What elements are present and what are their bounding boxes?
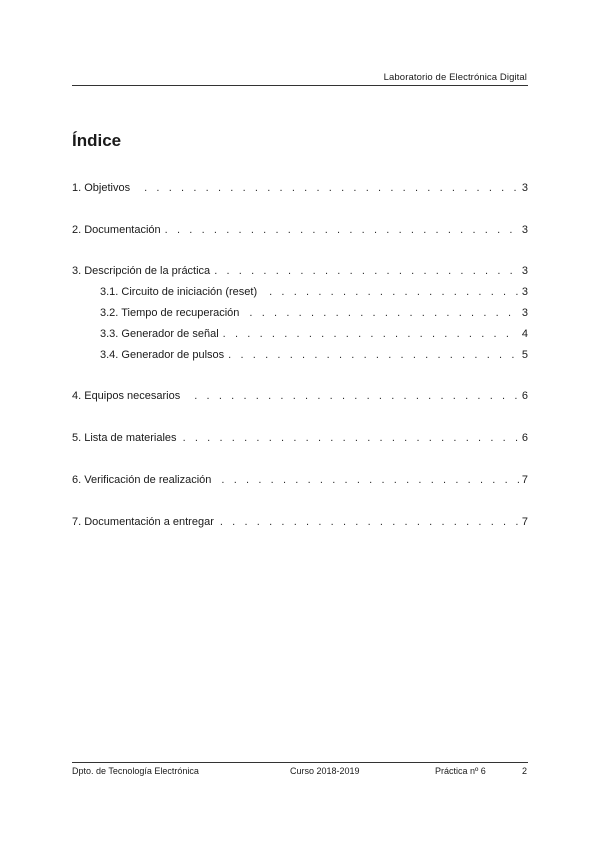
toc-entry-label: 3.3. Generador de señal xyxy=(100,328,219,340)
toc-entry-label: 6. Verificación de realización xyxy=(72,474,212,486)
footer-rule xyxy=(72,762,528,763)
toc-entry-page: 6 xyxy=(521,390,528,402)
toc-entry-page: 3 xyxy=(521,307,528,319)
toc-entry-3-1[interactable] xyxy=(100,285,528,299)
toc-leader-dots xyxy=(228,348,519,362)
toc-entry-label: 2. Documentación xyxy=(72,224,161,236)
toc-entry-4[interactable] xyxy=(72,389,528,403)
toc-entry-label: 3.1. Circuito de iniciación (reset) xyxy=(100,286,258,298)
toc-leader-dots xyxy=(220,515,519,529)
toc-entry-3-2[interactable] xyxy=(100,306,528,320)
toc-entry-page: 4 xyxy=(521,328,528,340)
toc-leader-dots xyxy=(165,223,519,237)
toc-entry-page: 5 xyxy=(521,349,528,361)
toc-entry-label: 7. Documentación a entregar xyxy=(72,516,214,528)
toc-entry-page: 3 xyxy=(521,265,528,277)
toc-entry-label: 3.2. Tiempo de recuperación xyxy=(100,307,240,319)
header-rule xyxy=(72,85,528,86)
toc-entry-3[interactable] xyxy=(72,264,528,278)
toc-entry-page: 7 xyxy=(521,516,528,528)
toc-leader-dots xyxy=(194,389,519,403)
toc-entry-6[interactable] xyxy=(72,473,528,487)
toc-leader-dots xyxy=(223,327,519,341)
toc-entry-label: 1. Objetivos xyxy=(72,182,131,194)
toc-leader-dots xyxy=(221,473,518,487)
toc-entry-page: 3 xyxy=(521,286,528,298)
toc-entry-5[interactable] xyxy=(72,431,528,445)
toc-entry-7[interactable] xyxy=(72,515,528,529)
toc-leader-dots xyxy=(269,285,519,299)
toc-entry-page: 3 xyxy=(521,182,528,194)
toc-entry-3-3[interactable] xyxy=(100,327,528,341)
toc-entry-label: 5. Lista de materiales xyxy=(72,432,177,444)
page-title: Índice xyxy=(72,131,122,150)
toc-entry-1[interactable] xyxy=(72,181,528,195)
toc-entry-2[interactable] xyxy=(72,223,528,237)
footer-practice: Práctica nº 6 xyxy=(435,766,486,776)
toc-leader-dots xyxy=(183,431,519,445)
toc-leader-dots xyxy=(144,181,519,195)
footer-course: Curso 2018-2019 xyxy=(290,766,360,776)
footer-department: Dpto. de Tecnología Electrónica xyxy=(72,766,199,776)
toc-entry-label: 4. Equipos necesarios xyxy=(72,390,181,402)
toc-entry-label: 3. Descripción de la práctica xyxy=(72,265,211,277)
toc-entry-label: 3.4. Generador de pulsos xyxy=(100,349,225,361)
toc-leader-dots xyxy=(214,264,519,278)
toc-entry-page: 3 xyxy=(521,224,528,236)
footer-page-number: 2 xyxy=(522,766,528,776)
toc-entry-page: 7 xyxy=(521,474,528,486)
toc-entry-page: 6 xyxy=(521,432,528,444)
toc-leader-dots xyxy=(249,306,518,320)
page-header-title: Laboratorio de Electrónica Digital xyxy=(383,72,527,83)
toc-entry-3-4[interactable] xyxy=(100,348,528,362)
